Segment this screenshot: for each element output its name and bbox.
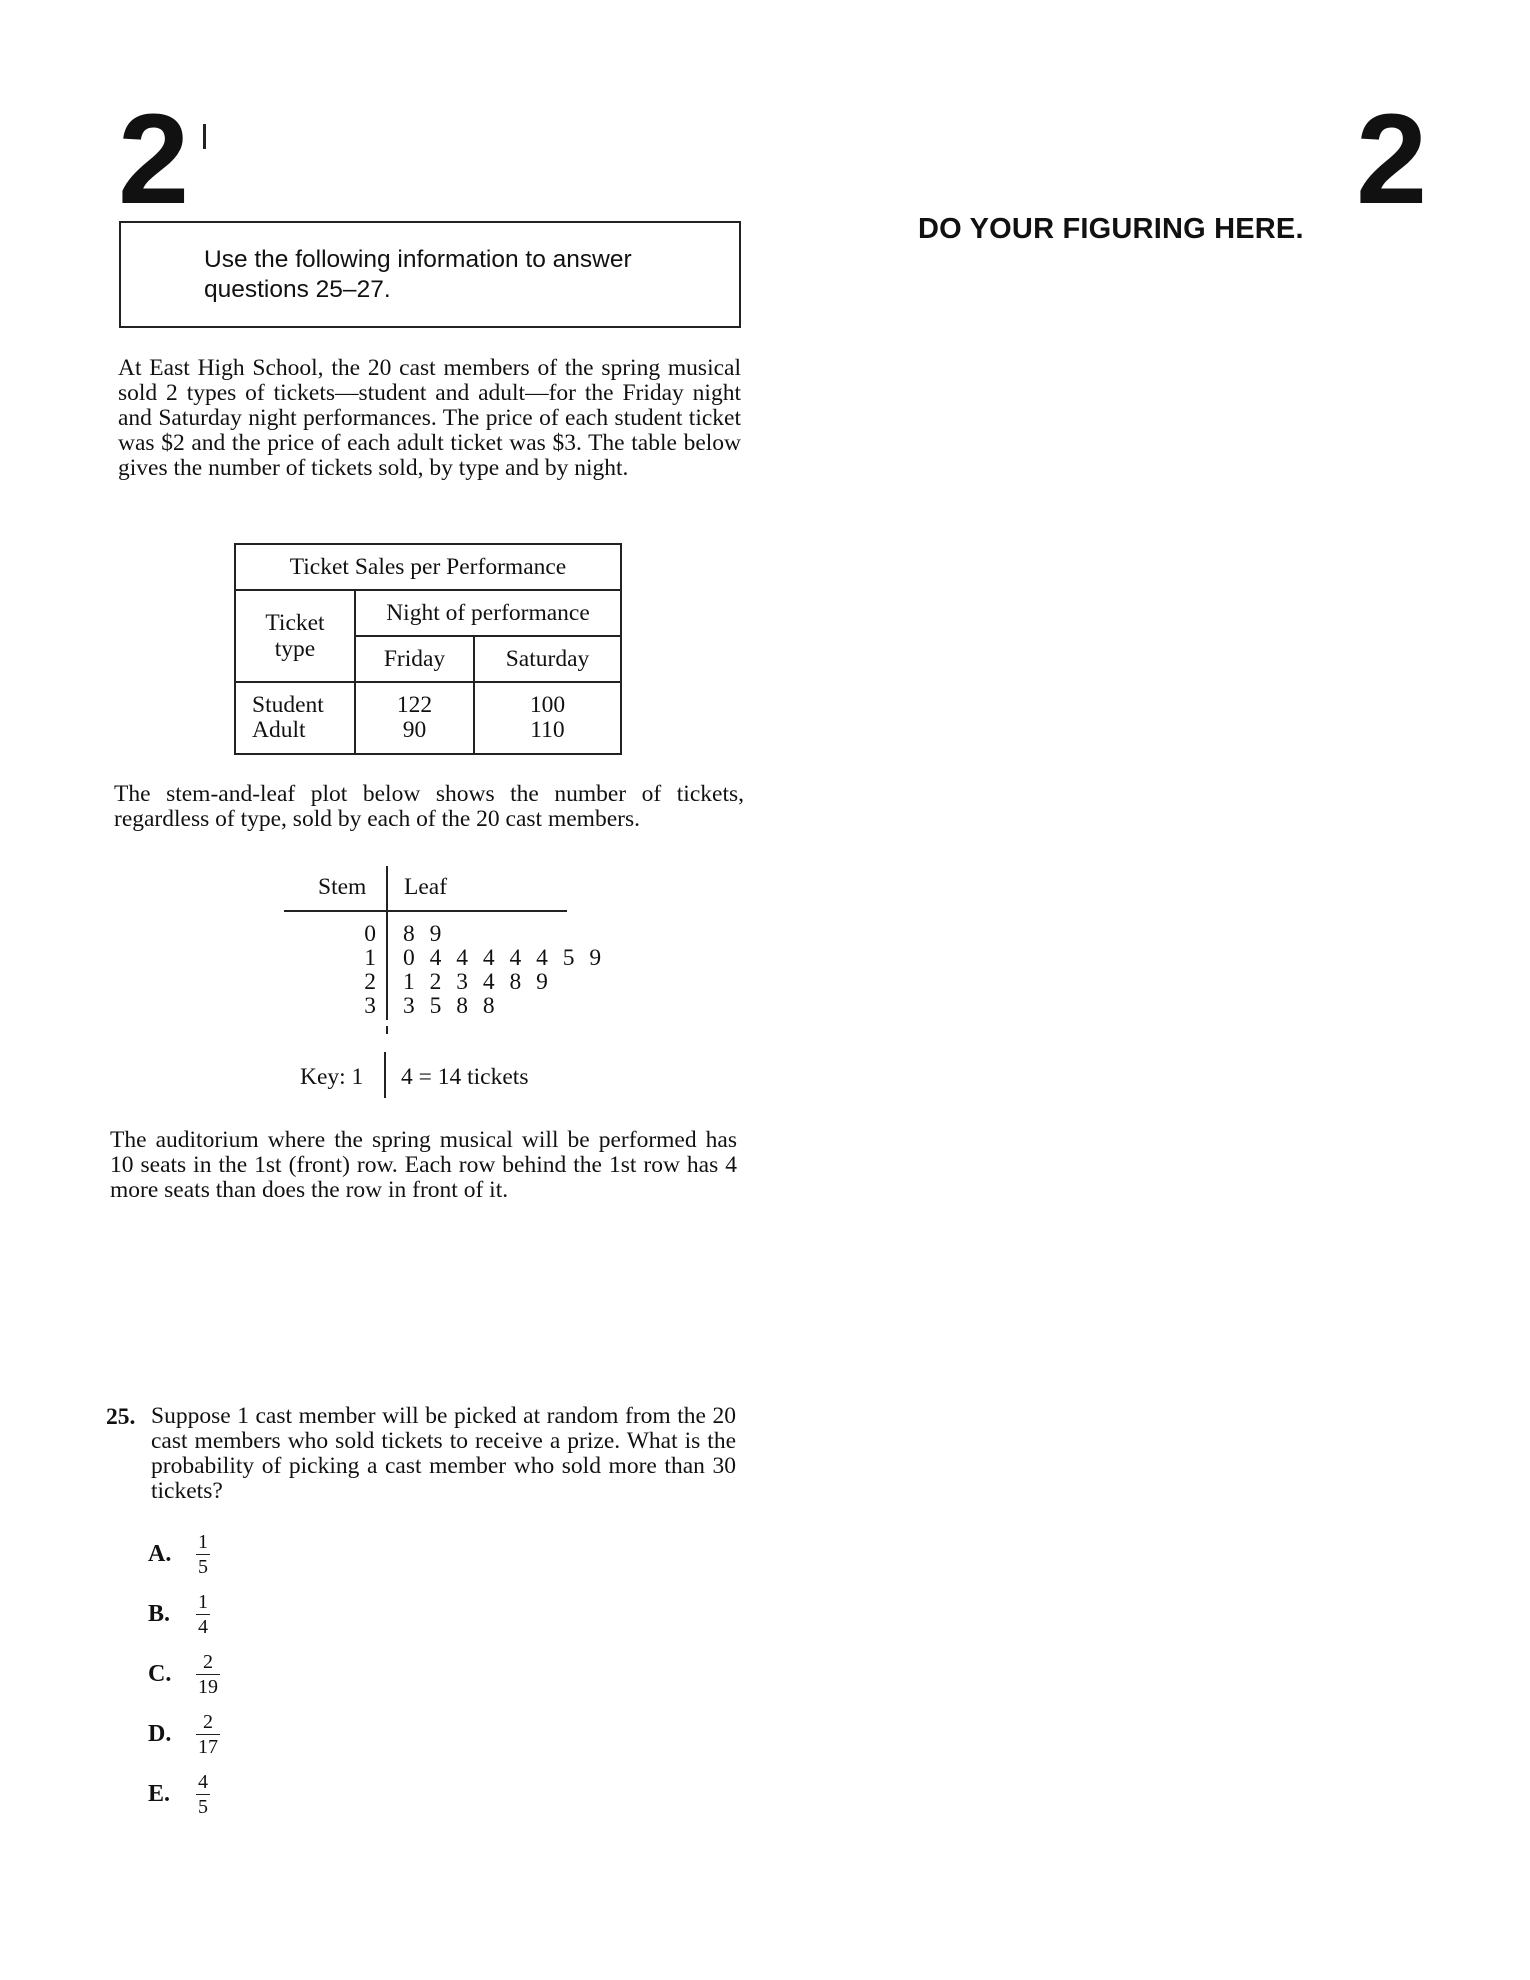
column-header-friday: Friday bbox=[355, 636, 474, 682]
column-header-saturday: Saturday bbox=[474, 636, 621, 682]
leaf-header: Leaf bbox=[404, 874, 448, 900]
stem-header: Stem bbox=[318, 874, 367, 900]
intro-paragraph: At East High School, the 20 cast members of the spring musical sold 2 types of tickets—student and adult—for the Friday night and Saturday night performances. The price of each student ticket was $2 and the price of each adult ticket was $3. The table below gives the number of tickets sold, by type and by night. bbox=[118, 355, 741, 481]
figuring-label: DO YOUR FIGURING HERE. bbox=[918, 213, 1304, 245]
row-header-line-2: type bbox=[274, 636, 316, 662]
option-letter: C. bbox=[148, 1661, 172, 1687]
stem-leaf-intro: The stem-and-leaf plot below shows the number of tickets, regardless of type, sold by each of the 20 cast members. bbox=[114, 781, 744, 832]
group-header-night: Night of performance bbox=[355, 590, 621, 636]
section-number-right: 2 bbox=[1356, 88, 1428, 231]
info-box bbox=[119, 221, 741, 328]
cell-student-saturday: 100 bbox=[529, 692, 566, 718]
leaf-values: 0 4 4 4 4 4 5 9 bbox=[403, 945, 606, 971]
answer-option-c[interactable] bbox=[148, 1652, 220, 1697]
leaf-values: 1 2 3 4 8 9 bbox=[403, 969, 553, 995]
fraction-numerator: 1 bbox=[198, 1591, 208, 1613]
question-number: 25. bbox=[106, 1404, 136, 1430]
stem-column bbox=[352, 922, 376, 1018]
stem-leaf-header-rule bbox=[284, 910, 567, 912]
cell-adult-saturday: 110 bbox=[530, 717, 565, 743]
question-text: Suppose 1 cast member will be picked at random from the 20 cast members who sold tickets to receive a prize. What is the probability of picking a cast member who sold more than 30 tickets? bbox=[151, 1403, 736, 1504]
auditorium-paragraph: The auditorium where the spring musical will be performed has 10 seats in the 1st (front) row. Each row behind the 1st row has 4 more seats than does the row in front of it. bbox=[110, 1127, 737, 1203]
stem-value: 1 bbox=[364, 945, 376, 971]
key-divider bbox=[384, 1052, 386, 1098]
cell-student-friday: 122 bbox=[396, 692, 433, 718]
option-fraction bbox=[196, 1652, 220, 1697]
leaf-column bbox=[403, 922, 606, 1018]
saturday-values bbox=[474, 682, 621, 754]
key-label: Key: 1 bbox=[300, 1064, 364, 1090]
fraction-denominator: 5 bbox=[198, 1796, 208, 1818]
fraction-denominator: 5 bbox=[198, 1556, 208, 1578]
stem-value: 3 bbox=[364, 993, 376, 1019]
option-letter: D. bbox=[148, 1721, 172, 1747]
option-fraction bbox=[196, 1712, 220, 1757]
option-letter: A. bbox=[148, 1541, 172, 1567]
row-label-student: Student bbox=[252, 692, 324, 718]
fraction-denominator: 4 bbox=[198, 1616, 208, 1638]
fraction-denominator: 19 bbox=[198, 1676, 218, 1698]
leaf-values: 3 5 8 8 bbox=[403, 993, 500, 1019]
fraction-numerator: 4 bbox=[198, 1771, 208, 1793]
info-box-line-2: questions 25–27. bbox=[204, 276, 391, 303]
row-header-line-1: Ticket bbox=[265, 610, 325, 636]
option-fraction bbox=[196, 1772, 210, 1817]
stem-leaf-divider bbox=[386, 866, 388, 1020]
leaf-values: 8 9 bbox=[403, 921, 446, 947]
row-header-ticket-type bbox=[235, 590, 355, 682]
table-caption: Ticket Sales per Performance bbox=[235, 544, 621, 590]
section-tick-mark bbox=[203, 124, 206, 149]
cell-adult-friday: 90 bbox=[402, 717, 427, 743]
stem-value: 0 bbox=[364, 921, 376, 947]
option-letter: E. bbox=[148, 1781, 171, 1807]
stem-value: 2 bbox=[364, 969, 376, 995]
fraction-numerator: 2 bbox=[203, 1711, 213, 1733]
option-fraction bbox=[196, 1592, 210, 1637]
answer-option-d[interactable] bbox=[148, 1712, 220, 1757]
stem-leaf-divider-end bbox=[386, 1026, 388, 1034]
info-box-line-1: Use the following information to answer bbox=[204, 246, 632, 273]
answer-option-b[interactable] bbox=[148, 1592, 210, 1637]
info-box-text bbox=[204, 245, 724, 305]
friday-values bbox=[355, 682, 474, 754]
answer-option-a[interactable] bbox=[148, 1532, 210, 1577]
fraction-denominator: 17 bbox=[198, 1736, 218, 1758]
fraction-numerator: 1 bbox=[198, 1531, 208, 1553]
option-fraction bbox=[196, 1532, 210, 1577]
answer-option-e[interactable] bbox=[148, 1772, 210, 1817]
row-label-adult: Adult bbox=[252, 717, 306, 743]
key-value: 4 = 14 tickets bbox=[401, 1064, 529, 1090]
fraction-numerator: 2 bbox=[203, 1651, 213, 1673]
table-row-labels bbox=[235, 682, 355, 754]
section-number-left: 2 bbox=[118, 88, 190, 231]
ticket-sales-table bbox=[234, 543, 622, 755]
option-letter: B. bbox=[148, 1601, 171, 1627]
